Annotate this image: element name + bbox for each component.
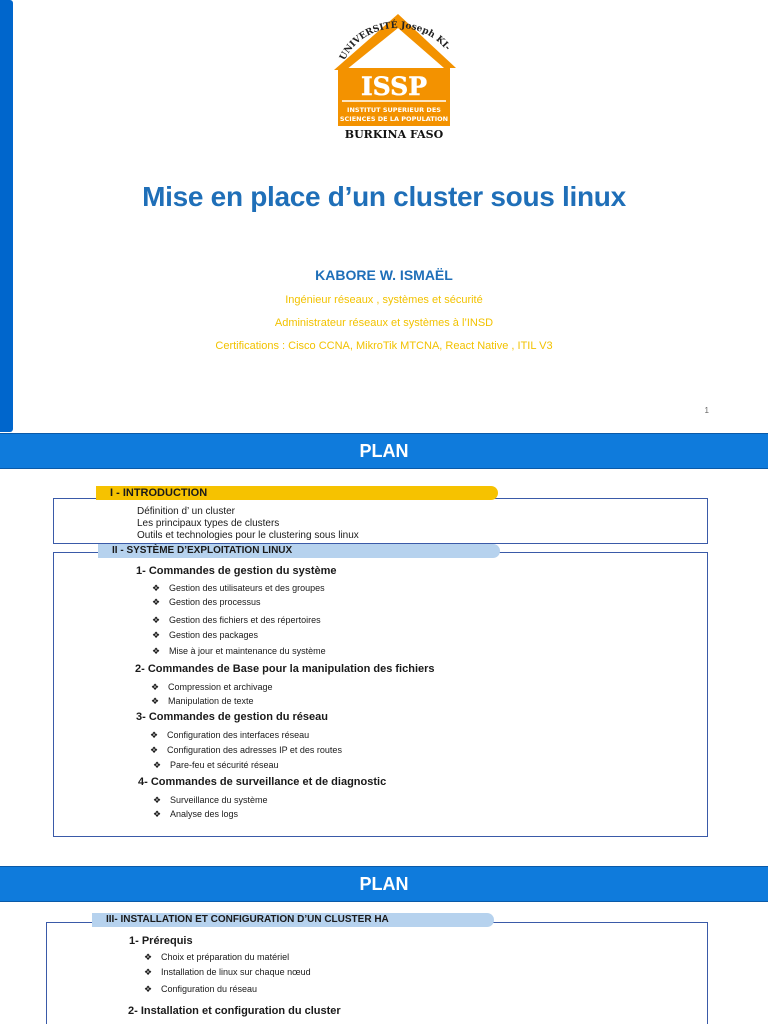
- bullet-icon: ❖: [152, 630, 161, 640]
- svg-text:UNIVERSITÉ Joseph KI-ZERBO: UNIVERSITÉ Joseph KI-: [338, 20, 453, 63]
- svg-text:SCIENCES DE LA POPULATION: SCIENCES DE LA POPULATION: [339, 115, 449, 123]
- list-item: Définition d’ un cluster: [137, 506, 236, 517]
- bullet-item: ❖ Pare-feu et sécurité réseau: [153, 760, 279, 770]
- author-certifications: Certifications : Cisco CCNA, MikroTik MTCNA, React Native , ITIL V3: [215, 340, 553, 352]
- group-heading: 2- Commandes de Base pour la manipulation des fichiers: [135, 663, 435, 675]
- group-heading: 1- Commandes de gestion du système: [136, 565, 337, 577]
- bullet-icon: ❖: [151, 682, 160, 692]
- bullet-icon: ❖: [144, 984, 153, 994]
- bullet-item: ❖ Compression et archivage: [151, 682, 273, 692]
- plan-slide-1: [0, 433, 768, 864]
- group-heading: 2- Installation et configuration du cluster: [128, 1005, 341, 1017]
- issp-logo-graphic: [326, 10, 460, 142]
- bullet-icon: ❖: [150, 730, 159, 740]
- svg-text:BURKINA FASO: BURKINA FASO: [344, 128, 444, 141]
- bullet-item: ❖ Gestion des packages: [152, 630, 259, 640]
- issp-logo: [326, 10, 460, 142]
- bullet-icon: ❖: [153, 795, 162, 805]
- bullet-icon: ❖: [153, 809, 162, 819]
- bullet-item: ❖ Manipulation de texte: [151, 696, 254, 706]
- section-cluster-title: III- INSTALLATION ET CONFIGURATION D’UN CLUSTER HA: [92, 913, 494, 927]
- section-linux-title: II - SYSTÈME D’EXPLOITATION LINUX: [98, 544, 500, 558]
- list-item: Les principaux types de clusters: [137, 518, 280, 529]
- bullet-item: ❖ Gestion des fichiers et des répertoires: [152, 615, 321, 625]
- group-heading: 3- Commandes de gestion du réseau: [136, 711, 328, 723]
- bullet-icon: ❖: [150, 745, 159, 755]
- bullet-item: ❖ Surveillance du système: [153, 795, 268, 805]
- bullet-item: ❖ Configuration des adresses IP et des routes: [150, 745, 342, 755]
- bullet-icon: ❖: [144, 952, 153, 962]
- bullet-item: ❖ Installation de linux sur chaque nœud: [144, 967, 311, 977]
- bullet-icon: ❖: [152, 615, 161, 625]
- bullet-icon: ❖: [151, 696, 160, 706]
- author-name: KABORE W. ISMAËL: [315, 267, 453, 283]
- author-role: Ingénieur réseaux , systèmes et sécurité: [285, 294, 483, 306]
- bullet-item: ❖ Gestion des processus: [152, 597, 261, 607]
- plan-slide-2: [0, 866, 768, 1024]
- bullet-icon: ❖: [144, 967, 153, 977]
- author-employer: Administrateur réseaux et systèmes à l’INSD: [274, 317, 494, 329]
- bullet-icon: ❖: [153, 760, 162, 770]
- page-number: 1: [704, 406, 709, 415]
- svg-text:INSTITUT SUPERIEUR DES: INSTITUT SUPERIEUR DES: [347, 106, 441, 114]
- bullet-icon: ❖: [152, 583, 161, 593]
- bullet-item: ❖ Analyse des logs: [153, 809, 239, 819]
- list-item: Outils et technologies pour le clustering sous linux: [137, 530, 359, 541]
- title-slide: [0, 0, 768, 432]
- bullet-item: ❖ Configuration des interfaces réseau: [150, 730, 310, 740]
- group-heading: 4- Commandes de surveillance et de diagnostic: [138, 776, 387, 788]
- bullet-icon: ❖: [152, 597, 161, 607]
- svg-text:ISSP: ISSP: [360, 72, 428, 101]
- presentation-title: Mise en place d’un cluster sous linux: [142, 181, 626, 212]
- group-heading: 1- Prérequis: [129, 935, 193, 947]
- bullet-icon: ❖: [152, 646, 161, 656]
- section-linux-box: [53, 552, 708, 837]
- plan-header: PLAN: [0, 866, 768, 902]
- plan-header: PLAN: [0, 433, 768, 469]
- slide-accent-bar: [0, 0, 13, 432]
- section-introduction-title: I - INTRODUCTION: [96, 486, 498, 500]
- bullet-item: ❖ Configuration du réseau: [144, 984, 258, 994]
- bullet-item: ❖ Gestion des utilisateurs et des groupes: [152, 583, 325, 593]
- bullet-item: ❖ Mise à jour et maintenance du système: [152, 646, 326, 656]
- bullet-item: ❖ Choix et préparation du matériel: [144, 952, 290, 962]
